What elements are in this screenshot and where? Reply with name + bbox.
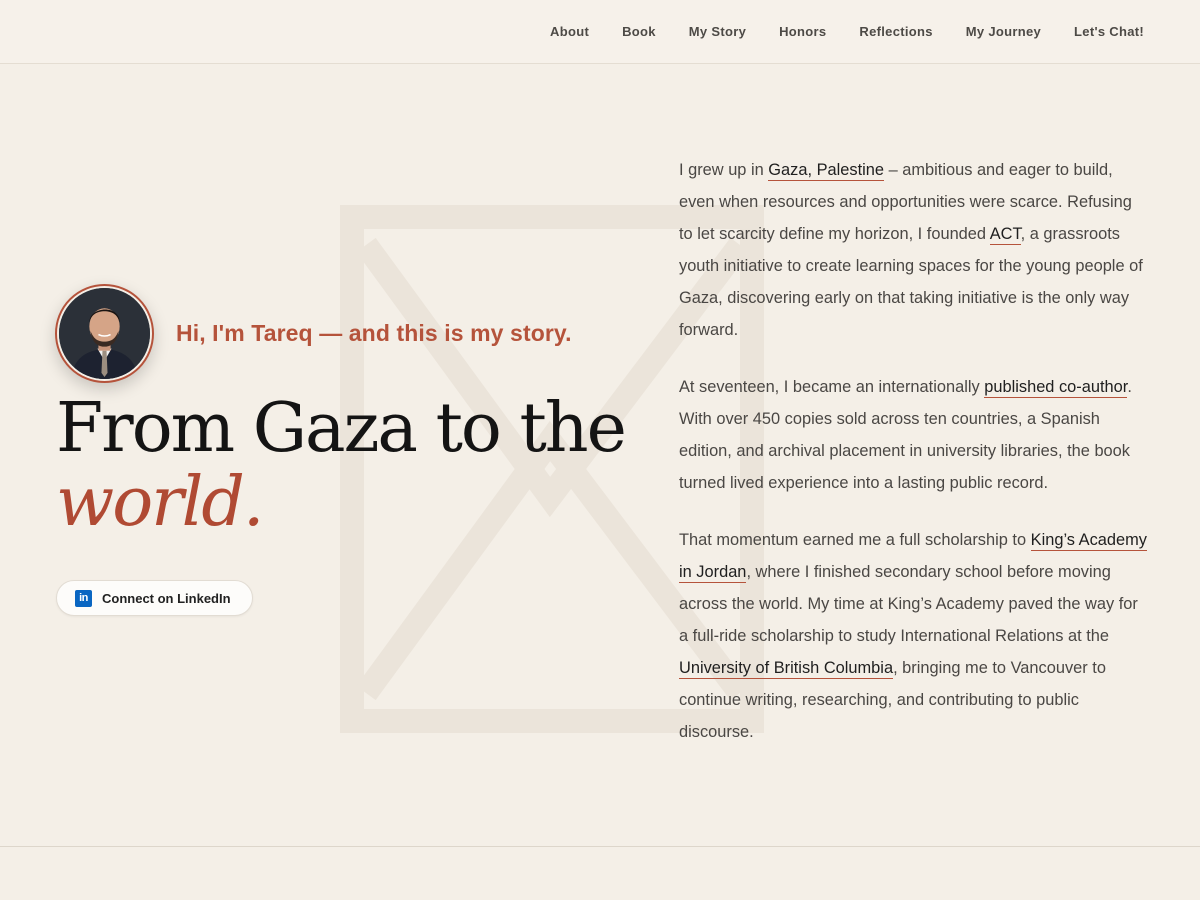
story-paragraph-3 [679, 524, 1149, 748]
nav-about[interactable]: About [550, 24, 590, 39]
intro-row [55, 284, 572, 383]
nav-reflections[interactable]: Reflections [859, 24, 933, 39]
story-text: – ambitious and eager to build, even when resources and opportunities were scarce. Refusing to let scarcity define my horizon, I founded [679, 161, 1132, 243]
nav-book[interactable]: Book [622, 24, 656, 39]
profile-photo [59, 288, 150, 379]
greeting-text: Hi, I'm Tareq — and this is my story. [176, 320, 572, 346]
story-text: , bringing me to Vancouver to continue writing, researching, and contributing to public discourse. [679, 659, 1106, 741]
nav-honors[interactable]: Honors [779, 24, 827, 39]
link-published-co-author[interactable]: published co-author [984, 378, 1128, 396]
story-text: . With over 450 copies sold across ten countries, a Spanish edition, and archival placement in university libraries, the book turned lived experience into a lasting public record. [679, 378, 1132, 492]
story-text: , where I finished secondary school before moving across the world. My time at King’s Academy paved the way for a full-ride scholarship to study International Relations at the [679, 563, 1138, 645]
profile-portrait-icon [59, 288, 150, 379]
nav-my-journey[interactable]: My Journey [965, 24, 1042, 39]
linkedin-icon: in [75, 590, 92, 607]
linkedin-button-label: Connect on LinkedIn [102, 590, 231, 606]
nav-lets-chat[interactable]: Let's Chat! [1074, 24, 1144, 39]
story-section [679, 154, 1149, 773]
story-text: I grew up in [679, 161, 769, 179]
story-paragraph-2 [679, 371, 1149, 499]
story-text: At seventeen, I became an internationally [679, 378, 985, 396]
link-kings-academy[interactable]: King’s Academy in Jordan [679, 531, 1147, 581]
top-nav-bar [0, 0, 1200, 64]
nav-my-story[interactable]: My Story [688, 24, 747, 39]
story-text: , a grassroots youth initiative to create learning spaces for the young people of Gaza, discovering early on that taking initiative is the only way forward. [679, 225, 1143, 339]
headline-main: From Gaza to the [56, 389, 625, 468]
story-paragraph-1 [679, 154, 1149, 346]
linkedin-button[interactable] [56, 580, 253, 616]
link-ubc[interactable]: University of British Columbia [679, 659, 894, 677]
link-gaza-palestine[interactable]: Gaza, Palestine [768, 161, 885, 179]
section-divider [0, 846, 1200, 847]
story-text: That momentum earned me a full scholarship to [679, 531, 1031, 549]
page-title [56, 389, 656, 542]
headline-accent: world. [56, 463, 263, 542]
main-nav [550, 0, 1144, 64]
link-act[interactable]: ACT [989, 225, 1021, 243]
avatar [55, 284, 154, 383]
